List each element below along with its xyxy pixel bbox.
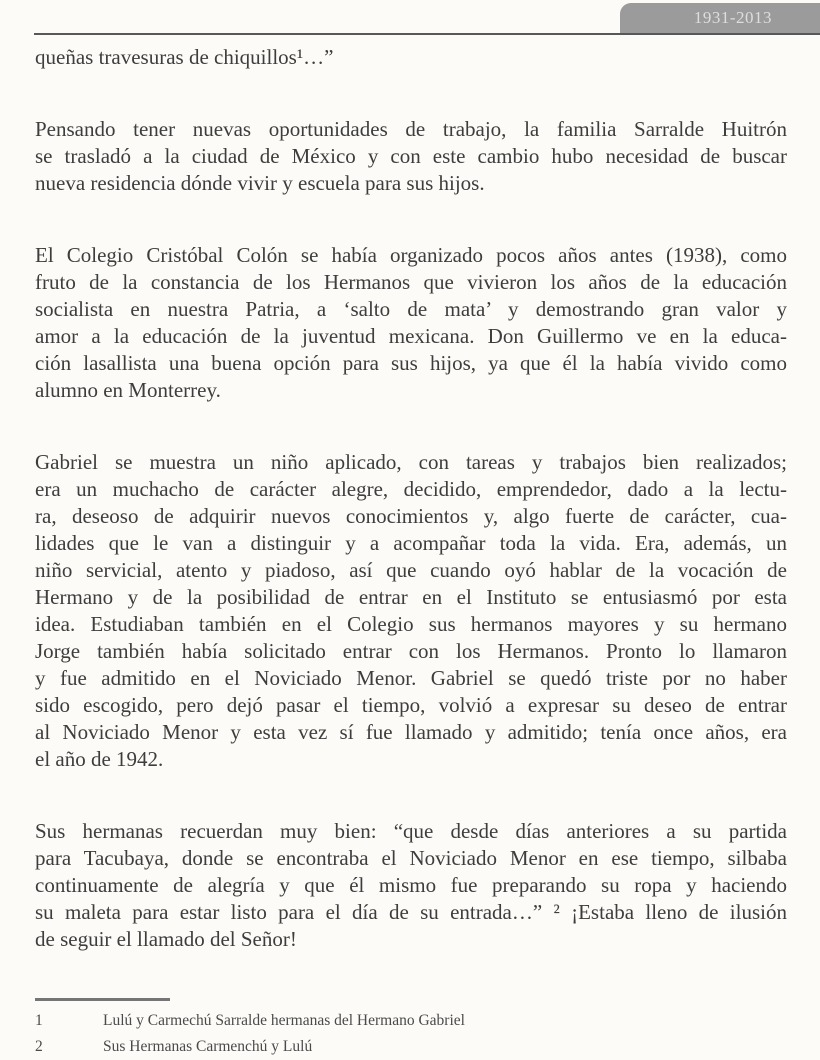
text-line: idea. Estudiaban también en el Colegio sus hermanos mayores y su hermano [35, 612, 787, 636]
paragraph [35, 818, 787, 953]
text-line: Hermano y de la posibilidad de entrar en el Instituto se entusiasmó por esta [35, 585, 787, 609]
footnote-text: Sus Hermanas Carmenchú y Lulú [103, 1038, 313, 1055]
text-line: de seguir el llamado del Señor! [35, 927, 297, 951]
text-line: ción lasallista una buena opción para sus hijos, ya que él la había vivido como [35, 351, 787, 375]
text-line: socialista en nuestra Patria, a ‘salto de mata’ y demostrando gran valor y [35, 297, 787, 321]
paragraph [35, 242, 787, 404]
paragraph [35, 449, 787, 773]
text-line: queñas travesuras de chiquillos¹…” [35, 45, 334, 69]
text-line: Gabriel se muestra un niño aplicado, con tareas y trabajos bien realizados; [35, 450, 787, 474]
text-line: amor a la educación de la juventud mexicana. Don Guillermo ve en la educa- [35, 324, 787, 348]
footnote [35, 1034, 787, 1060]
text-line: al Noviciado Menor y esta vez sí fue llamado y admitido; tenía once años, era [35, 720, 787, 744]
footnote-text: Lulú y Carmechú Sarralde hermanas del Hermano Gabriel [103, 1012, 465, 1029]
text-line: se trasladó a la ciudad de México y con este cambio hubo necesidad de buscar [35, 144, 787, 168]
page-content [35, 0, 787, 1060]
text-line: era un muchacho de carácter alegre, decidido, emprendedor, dado a la lectu- [35, 477, 787, 501]
text-line: continuamente de alegría y que él mismo fue preparando su ropa y haciendo [35, 873, 787, 897]
text-line: y fue admitido en el Noviciado Menor. Gabriel se quedó triste por no haber [35, 666, 787, 690]
footnote-block [35, 998, 787, 1060]
text-line: El Colegio Cristóbal Colón se había organizado pocos años antes (1938), como [35, 243, 787, 267]
text-line: alumno en Monterrey. [35, 378, 221, 402]
footnote-number: 1 [35, 1012, 43, 1029]
text-line: Sus hermanas recuerdan muy bien: “que desde días anteriores a su partida [35, 819, 787, 843]
paragraph [35, 44, 787, 71]
text-line: sido escogido, pero dejó pasar el tiempo, volvió a expresar su deseo de entrar [35, 693, 787, 717]
text-line: nueva residencia dónde vivir y escuela para sus hijos. [35, 171, 485, 195]
footnote-number: 2 [35, 1038, 43, 1055]
paragraph [35, 116, 787, 197]
footnote-rule [35, 998, 170, 1001]
text-line: Jorge también había solicitado entrar con los Hermanos. Pronto lo llamaron [35, 639, 787, 663]
text-line: lidades que le van a distinguir y a acompañar toda la vida. Era, además, un [35, 531, 787, 555]
text-line: el año de 1942. [35, 747, 164, 771]
text-line: su maleta para estar listo para el día de su entrada…” ² ¡Estaba lleno de ilusión [35, 900, 787, 924]
text-line: Pensando tener nuevas oportunidades de trabajo, la familia Sarralde Huitrón [35, 117, 787, 141]
footnotes-container [35, 1008, 787, 1060]
text-line: para Tacubaya, donde se encontraba el Noviciado Menor en ese tiempo, silbaba [35, 846, 787, 870]
text-line: niño servicial, atento y piadoso, así que cuando oyó hablar de la vocación de [35, 558, 787, 582]
date-range-badge: 1931-2013 [620, 3, 820, 33]
paragraphs-container [35, 44, 787, 953]
text-line: ra, deseoso de adquirir nuevos conocimientos y, algo fuerte de carácter, cua- [35, 504, 787, 528]
text-line: fruto de la constancia de los Hermanos que vivieron los años de la educación [35, 270, 787, 294]
footnote [35, 1008, 787, 1034]
